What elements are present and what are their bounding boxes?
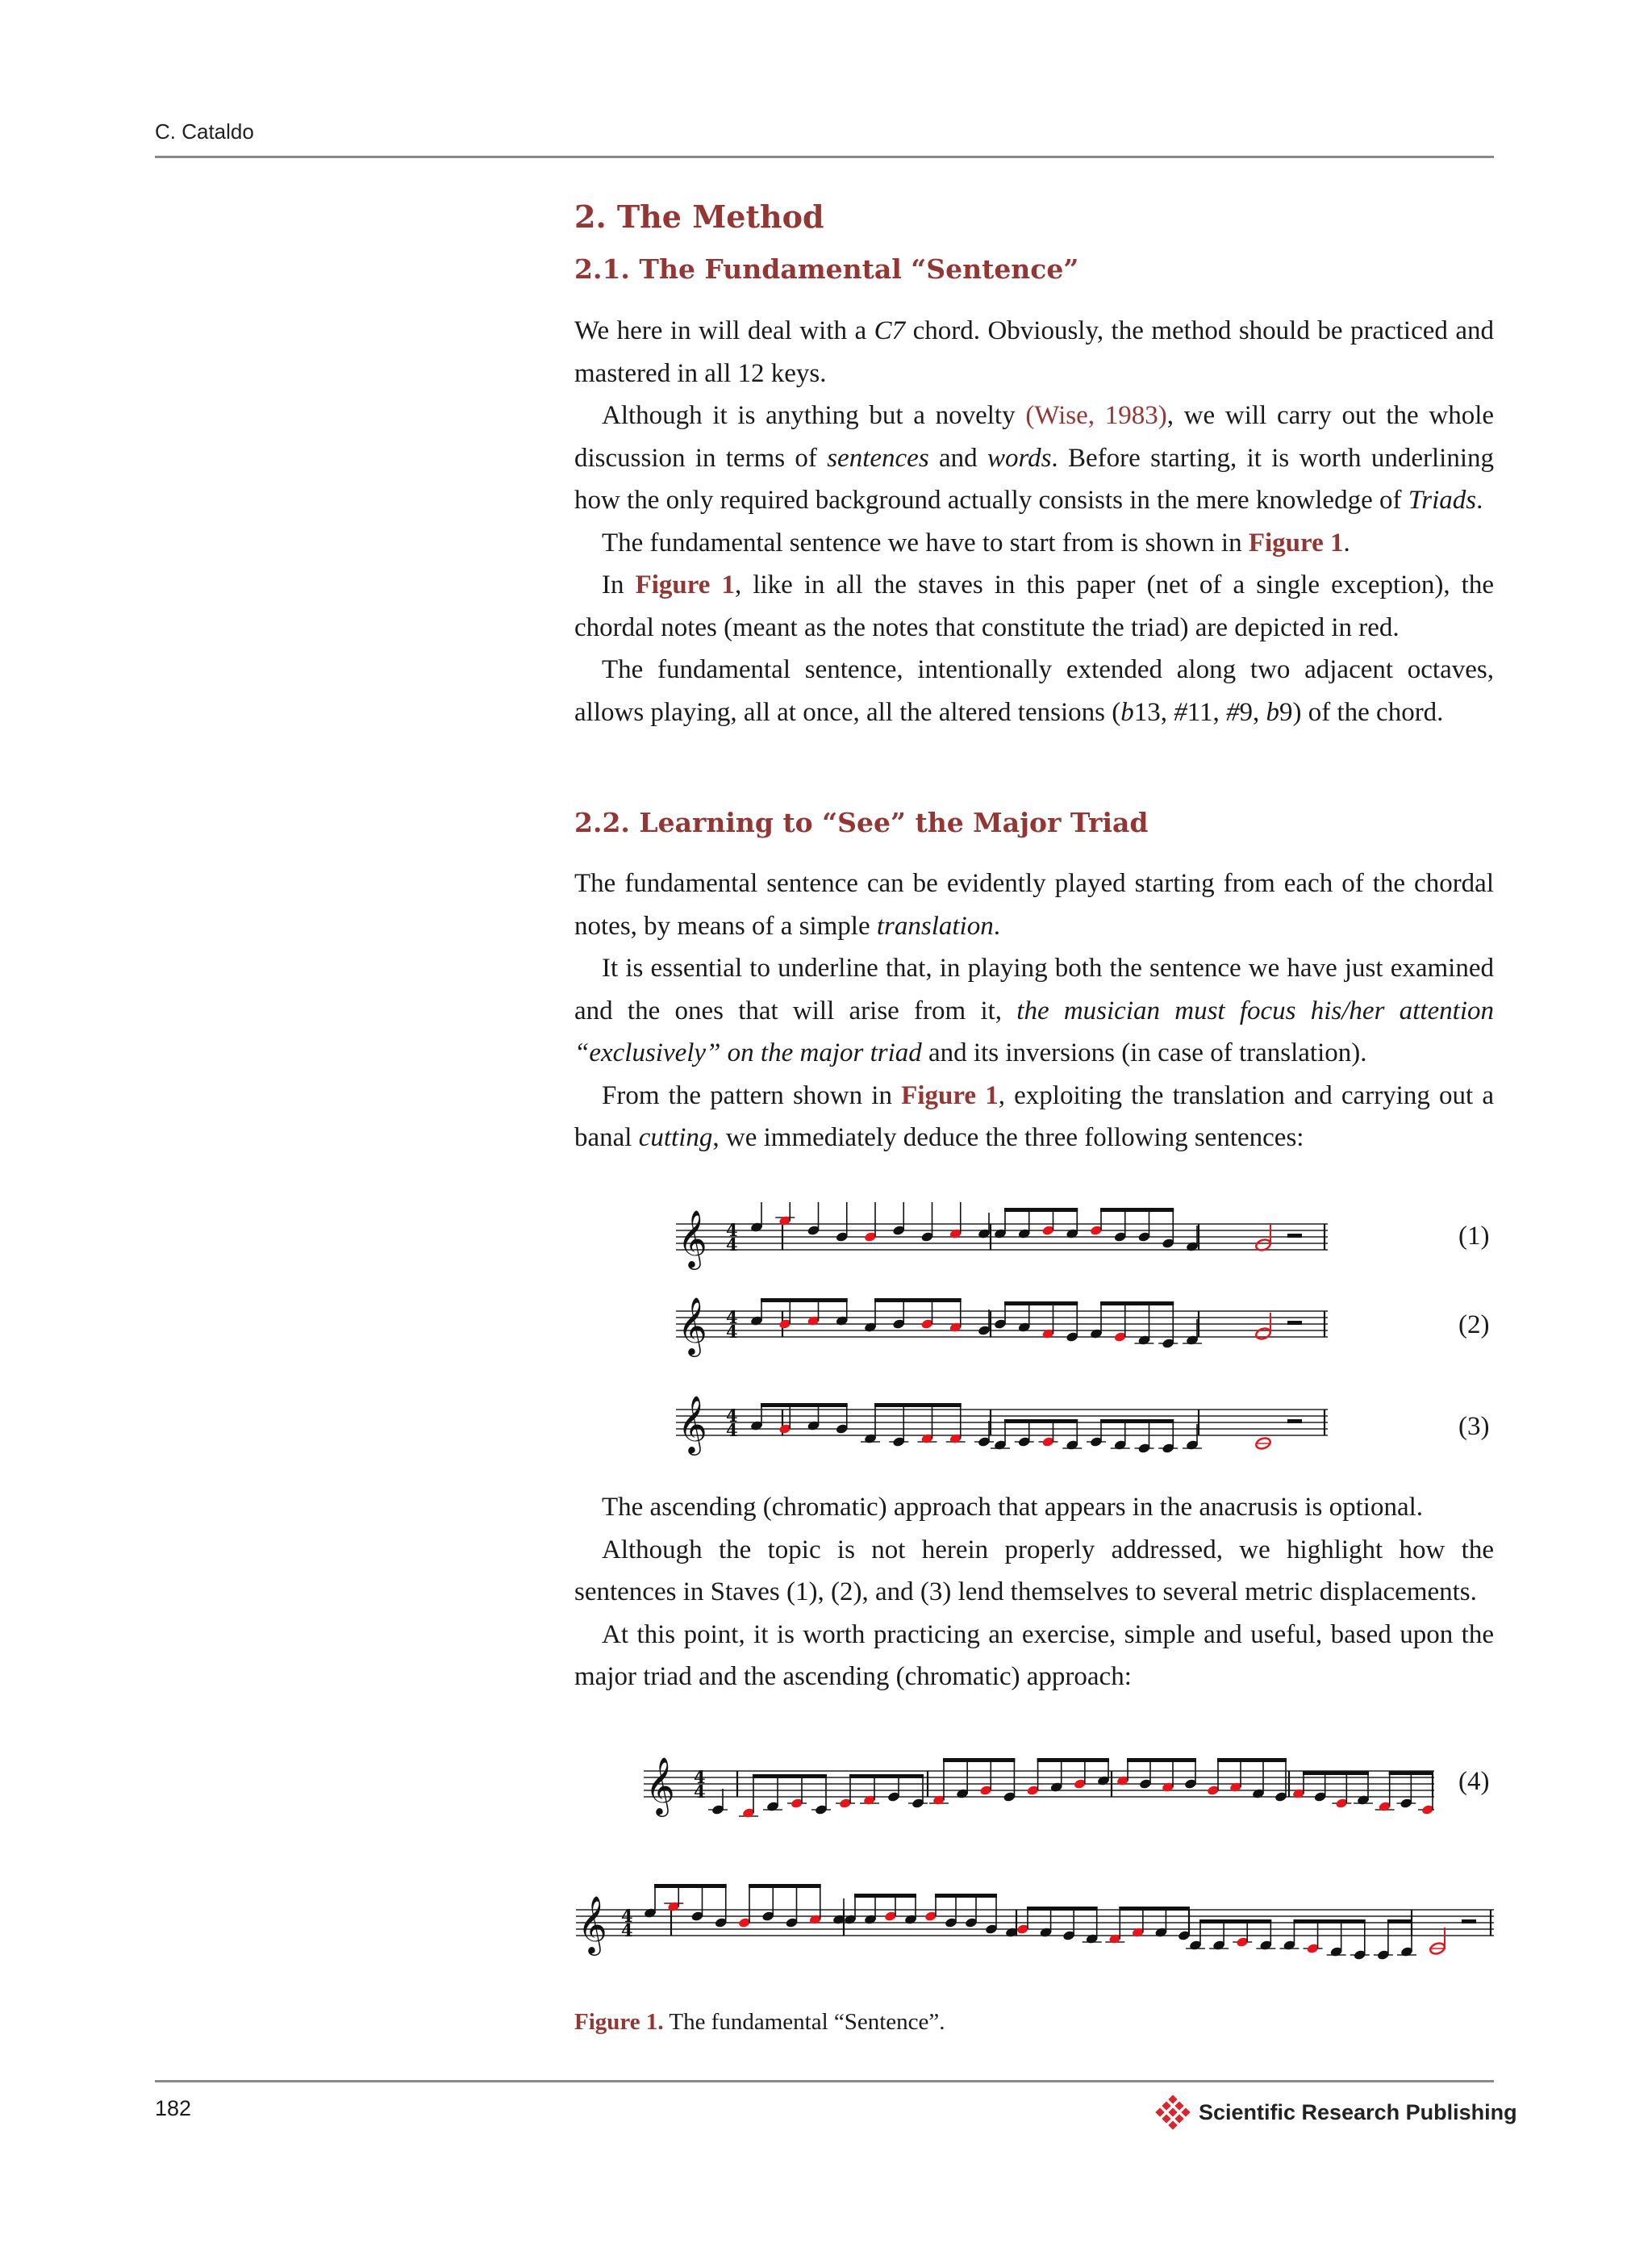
music-staff-2 bbox=[676, 1289, 1490, 1362]
note-beam bbox=[874, 1298, 962, 1302]
note-beam bbox=[935, 1894, 997, 1898]
staff-number-4: (4) bbox=[1458, 1767, 1490, 1796]
note-beam bbox=[654, 1884, 727, 1888]
note-beam bbox=[1127, 1758, 1196, 1762]
note-beam bbox=[1100, 1301, 1174, 1305]
staff-3-notation bbox=[676, 1380, 1328, 1468]
figure-1-notation bbox=[576, 1883, 1494, 1980]
note-beam bbox=[874, 1403, 962, 1407]
note-beam bbox=[1217, 1758, 1287, 1762]
note-beam bbox=[854, 1894, 916, 1898]
subsection1-body bbox=[574, 310, 1494, 733]
note-beam bbox=[1387, 1919, 1412, 1923]
paragraph: At this point, it is worth practicing an exercise, simple and useful, based upon the major triad and the ascending (chromatic) approach: bbox=[574, 1619, 1494, 1691]
paragraph: The fundamental sentence can be evidently played starting from each of the chordal notes, by means of a simple translation. bbox=[574, 869, 1494, 941]
note-beam bbox=[1004, 1301, 1078, 1305]
paragraph: The fundamental sentence, intentionally extended along two adjacent octaves, allows playing, all at once, all the altered tensions (b13, #11, #9, b9) of the chord. bbox=[574, 655, 1494, 727]
staff-number-1: (1) bbox=[1458, 1222, 1490, 1251]
staff-1-notation bbox=[676, 1202, 1328, 1275]
staff-number-3: (3) bbox=[1458, 1412, 1490, 1441]
figure-1-staff bbox=[576, 1883, 1494, 1980]
figure-caption bbox=[574, 2009, 945, 2036]
svg-text:4: 4 bbox=[694, 1767, 706, 1787]
treble-clef-icon: 𝄞 bbox=[678, 1394, 707, 1453]
header-rule bbox=[155, 156, 1494, 158]
note-beam bbox=[1389, 1771, 1433, 1775]
note-beam bbox=[943, 1758, 1015, 1762]
treble-clef-icon: 𝄞 bbox=[678, 1296, 707, 1355]
note-beam bbox=[753, 1774, 827, 1778]
subsection2-body-cont bbox=[574, 1486, 1494, 1698]
note-beam bbox=[749, 1884, 821, 1888]
staff-number-2: (2) bbox=[1458, 1310, 1490, 1339]
note-beam bbox=[761, 1403, 848, 1407]
svg-text:4: 4 bbox=[726, 1420, 738, 1440]
note-beam bbox=[1027, 1907, 1098, 1911]
treble-clef-icon: 𝄞 bbox=[645, 1756, 675, 1815]
paragraph: In Figure 1, like in all the staves in this paper (net of a single exception), the chordal notes (meant as the notes that constitute the triad) are depicted in red. bbox=[574, 570, 1494, 642]
paragraph: From the pattern shown in Figure 1, exploiting the translation and carrying out a banal cutting, we immediately deduce the three following sentences: bbox=[574, 1080, 1495, 1152]
paragraph: The fundamental sentence we have to start from is shown in Figure 1. bbox=[602, 528, 1350, 558]
page-number: 182 bbox=[155, 2096, 192, 2120]
note-beam bbox=[849, 1774, 924, 1778]
svg-text:4: 4 bbox=[726, 1234, 738, 1255]
note-beam bbox=[1303, 1771, 1369, 1775]
treble-clef-icon: 𝄞 bbox=[578, 1894, 607, 1953]
figure-ref-link[interactable]: Figure 1 bbox=[901, 1080, 999, 1110]
svg-text:4: 4 bbox=[621, 1906, 633, 1926]
music-staff-1 bbox=[676, 1202, 1490, 1275]
paragraph: Although it is anything but a novelty (Wise, 1983), we will carry out the whole discussion in terms of sentences and words. Before starting, it is worth underlining how the only required background actually consists in the mere knowledge of Triads. bbox=[574, 401, 1495, 515]
treble-clef-icon: 𝄞 bbox=[678, 1209, 707, 1268]
svg-text:4: 4 bbox=[694, 1781, 706, 1802]
figure-ref-link[interactable]: Figure 1 bbox=[635, 570, 736, 599]
footer-rule bbox=[155, 2080, 1494, 2082]
note-beam bbox=[761, 1298, 848, 1302]
paragraph: The ascending (chromatic) approach that appears in the anacrusis is optional. bbox=[602, 1493, 1424, 1522]
note-beam bbox=[1100, 1208, 1174, 1212]
note-beam bbox=[1293, 1919, 1365, 1923]
paragraph: It is essential to underline that, in playing both the sentence we have just examined and the ones that will arise from it, the musician must focus his/her attention “exclusively” on the major triad and its inversions (in case of translation). bbox=[574, 954, 1494, 1067]
note-beam bbox=[1037, 1758, 1109, 1762]
subsection2-body bbox=[574, 863, 1494, 1159]
note-beam bbox=[1100, 1419, 1174, 1423]
note-beam bbox=[1004, 1208, 1078, 1212]
figure-caption-text: The fundamental “Sentence”. bbox=[663, 2009, 945, 2035]
svg-text:4: 4 bbox=[726, 1322, 738, 1342]
svg-text:4: 4 bbox=[726, 1220, 738, 1240]
staff-2-notation bbox=[676, 1289, 1328, 1362]
publisher-logo bbox=[1155, 2095, 1517, 2130]
figure-ref-link[interactable]: Figure 1 bbox=[1248, 528, 1344, 558]
music-staff-3 bbox=[676, 1380, 1490, 1468]
music-staff-4 bbox=[644, 1749, 1491, 1830]
note-beam bbox=[1004, 1419, 1078, 1423]
subsection-heading-1: 2.1. The Fundamental “Sentence” bbox=[574, 253, 1079, 285]
paragraph: We here in will deal with a C7 chord. Obviously, the method should be practiced and mastered in all 12 keys. bbox=[574, 316, 1494, 388]
note-beam bbox=[1199, 1919, 1271, 1923]
note-beam bbox=[1119, 1907, 1190, 1911]
subsection-heading-2: 2.2. Learning to “See” the Major Triad bbox=[574, 807, 1149, 838]
publisher-diamond-icon bbox=[1155, 2095, 1191, 2130]
publisher-name: Scientific Research Publishing bbox=[1199, 2099, 1517, 2124]
paragraph: Although the topic is not herein properly addressed, we highlight how the sentences in Staves (1), (2), and (3) lend themselves to several metric displacements. bbox=[574, 1535, 1494, 1606]
svg-text:4: 4 bbox=[726, 1406, 738, 1426]
staff-4-notation bbox=[644, 1749, 1434, 1830]
svg-text:4: 4 bbox=[726, 1307, 738, 1327]
svg-text:4: 4 bbox=[621, 1920, 633, 1940]
section-heading: 2. The Method bbox=[574, 198, 824, 235]
figure-label: Figure 1. bbox=[574, 2009, 664, 2035]
citation-link[interactable]: (Wise, 1983) bbox=[1025, 401, 1167, 430]
running-head-author: C. Cataldo bbox=[155, 119, 254, 144]
